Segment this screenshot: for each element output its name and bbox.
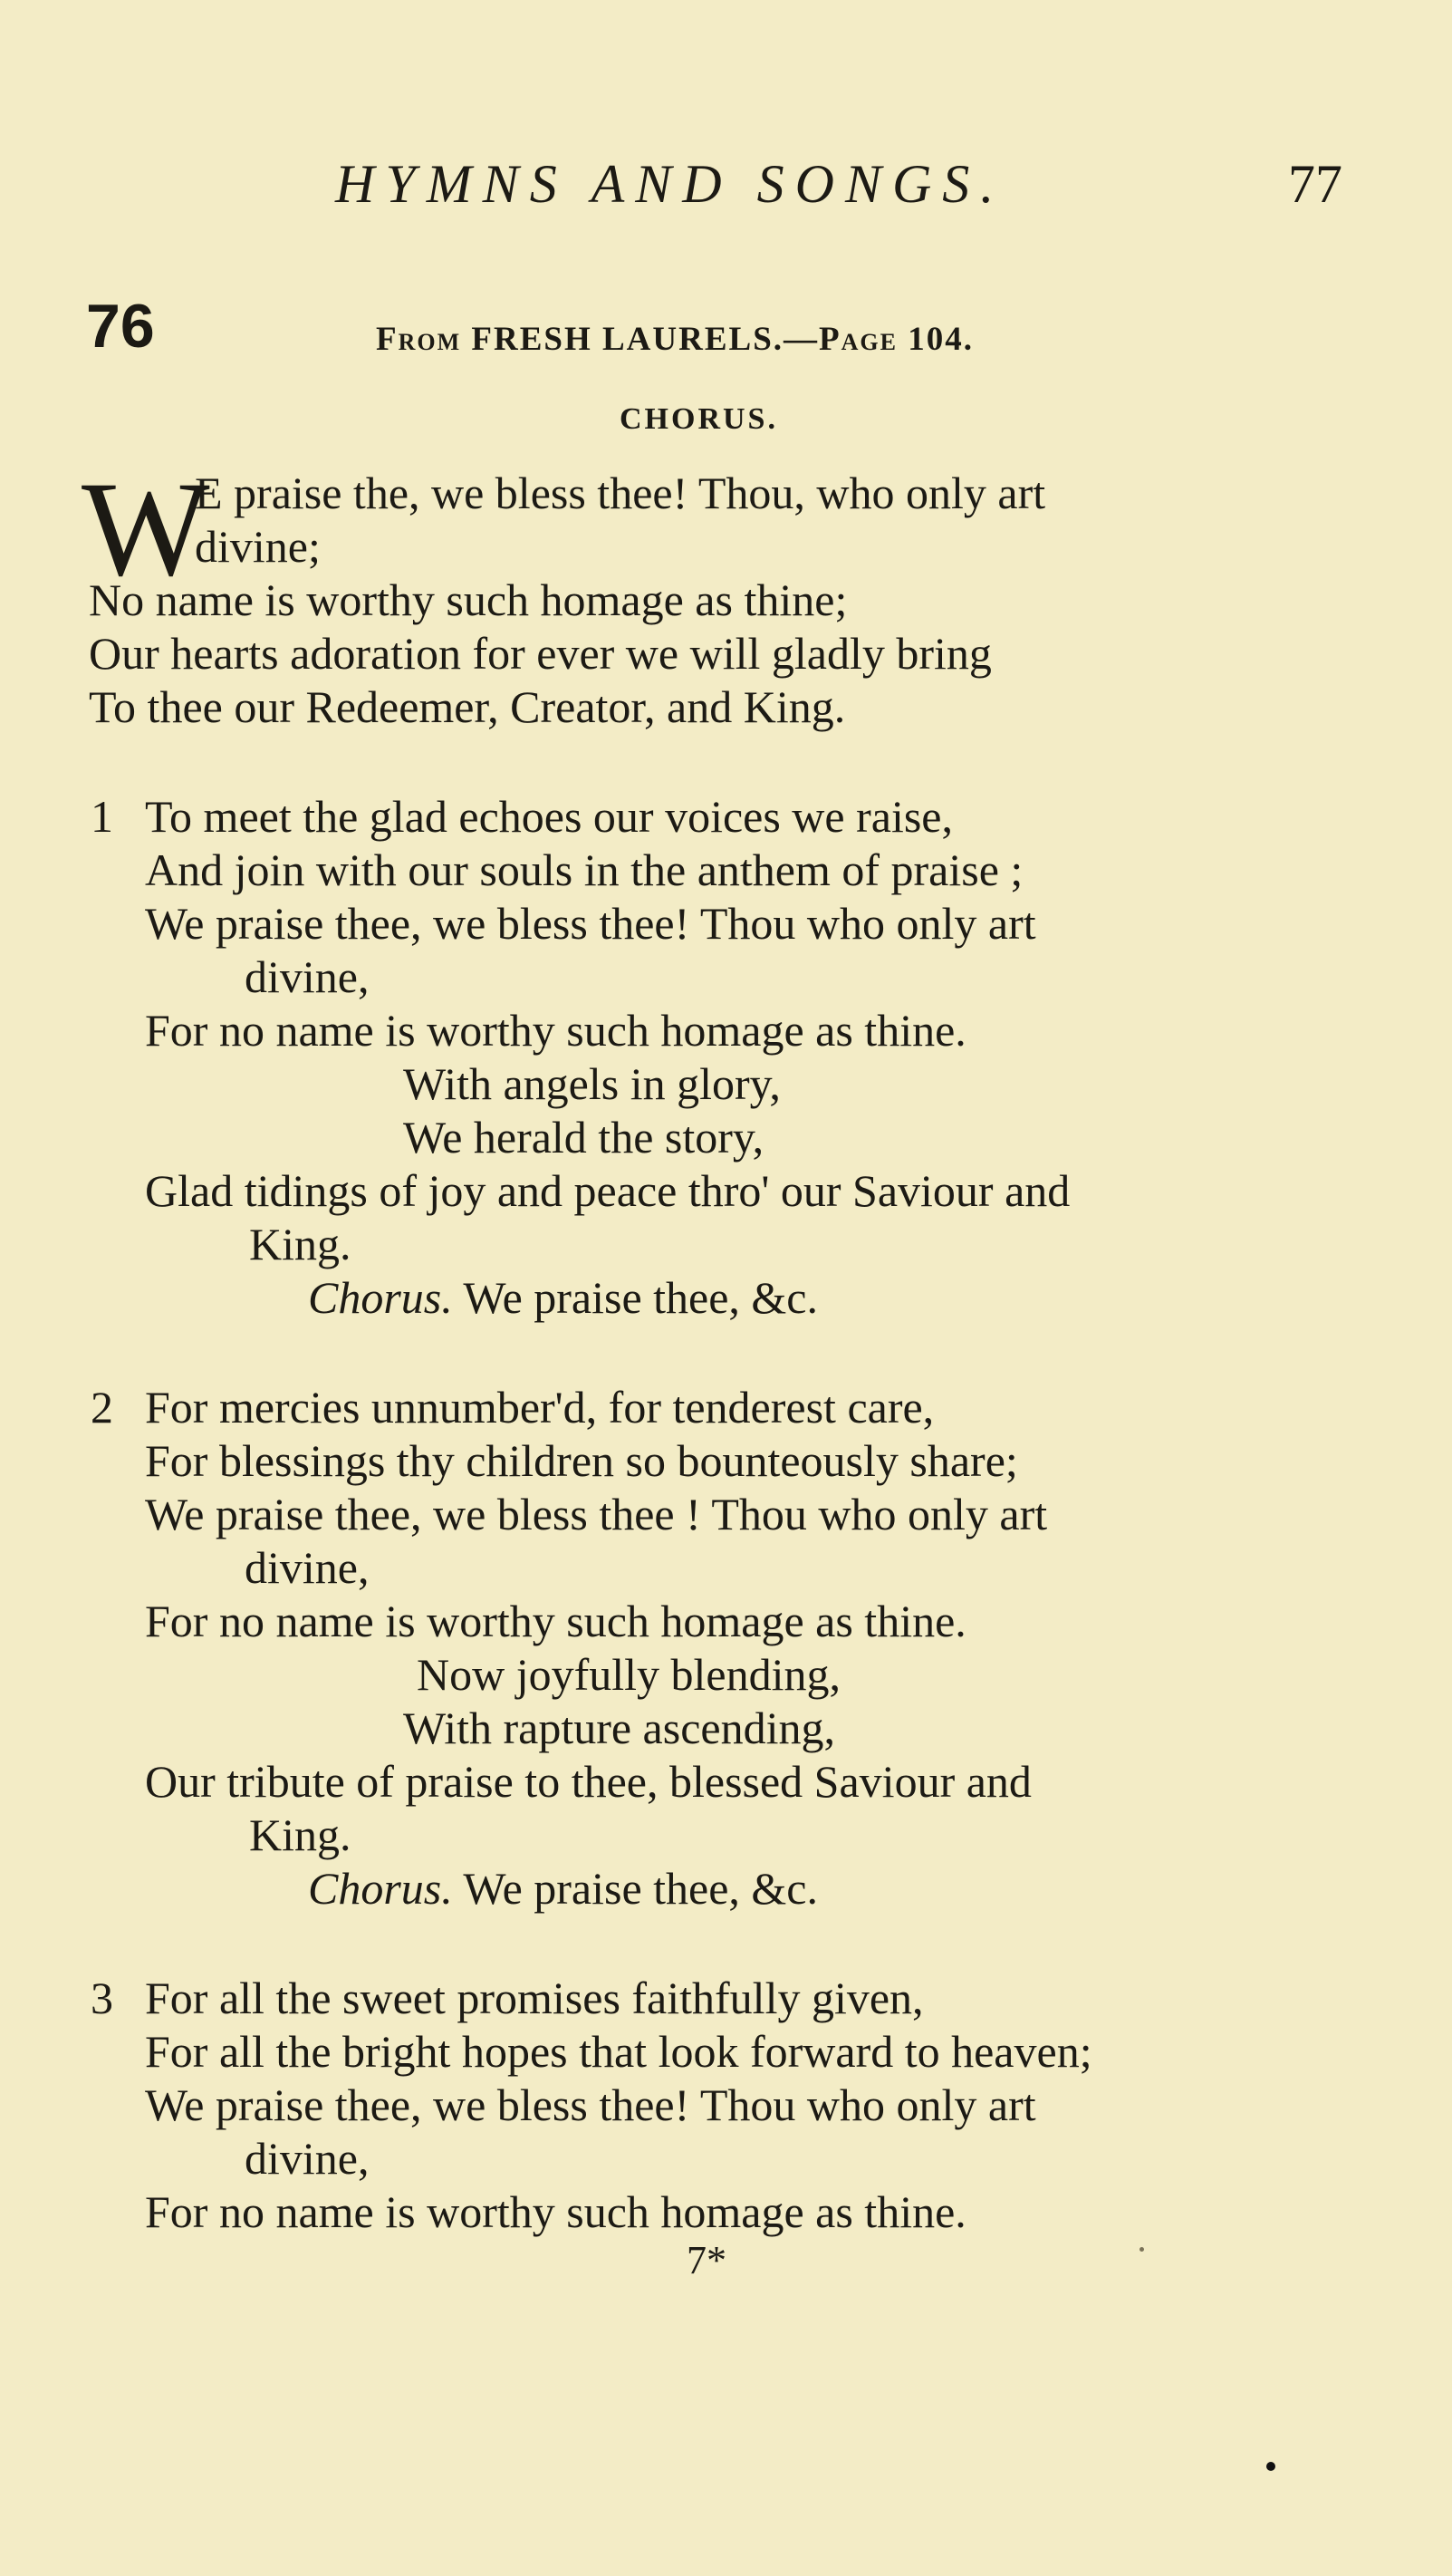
signature-mark: 7* [687,2238,726,2282]
chorus-reference [308,1271,818,1324]
stanza-line: divine, [245,951,370,1002]
stanza-line: Glad tidings of joy and peace thro' our Saviour and [145,1165,1071,1216]
stanza-line: Now joyfully blending, [417,1649,841,1700]
stanza-line: With angels in glory, [403,1058,781,1109]
chorus-line: No name is worthy such homage as thine; [89,574,848,625]
stanza-line: And join with our souls in the anthem of praise ; [145,844,1024,895]
stanza-number: 2 [91,1382,113,1433]
stanza-line: For all the sweet promises faithfully given, [145,1973,924,2023]
chorus-text: We praise thee, &c. [463,1272,819,1323]
stanza-line: King. [249,1219,351,1269]
stanza-line: divine, [245,1542,370,1593]
stanza-line: We herald the story, [403,1112,764,1163]
chorus-line: Our hearts adoration for ever we will gladly bring [89,628,992,679]
stanza-line: For mercies unnumber'd, for tenderest care, [145,1382,935,1433]
stanza-number: 1 [91,791,113,842]
chorus-heading: CHORUS. [620,402,778,436]
stanza-line: For no name is worthy such homage as thine. [145,1005,966,1056]
stanza-line: Our tribute of praise to thee, blessed Saviour and [145,1756,1032,1807]
ink-speck [1139,2247,1144,2252]
stanza-line: divine, [245,2133,370,2184]
page-number: 77 [1288,154,1342,214]
ink-speck [1266,2462,1275,2471]
chorus-label: Chorus. [308,1863,453,1914]
hymn-source: From FRESH LAURELS.—Page 104. [376,321,974,358]
drop-cap: W [82,454,210,604]
stanza-line: For all the bright hopes that look forward to heaven; [145,2026,1092,2077]
hymn-number: 76 [86,292,155,361]
chorus-label: Chorus. [308,1272,453,1323]
chorus-line: To thee our Redeemer, Creator, and King. [89,681,846,732]
chorus-line: E praise the, we bless thee! Thou, who only art [195,468,1046,518]
stanza-line: We praise thee, we bless thee ! Thou who only art [145,1489,1048,1539]
stanza-line: For blessings thy children so bounteously share; [145,1435,1018,1486]
stanza-line: For no name is worthy such homage as thine. [145,1596,966,1646]
chorus-reference [308,1862,818,1915]
stanza-line: We praise thee, we bless thee! Thou who only art [145,898,1036,949]
stanza-line: With rapture ascending, [403,1703,835,1753]
stanza-line: King. [249,1809,351,1860]
chorus-line: divine; [195,521,321,572]
stanza-line: To meet the glad echoes our voices we raise, [145,791,953,842]
chorus-text: We praise thee, &c. [463,1863,819,1914]
stanza-line: For no name is worthy such homage as thine. [145,2186,966,2237]
stanza-number: 3 [91,1973,113,2023]
stanza-line: We praise thee, we bless thee! Thou who only art [145,2079,1036,2130]
running-title: HYMNS AND SONGS. [335,154,1005,214]
